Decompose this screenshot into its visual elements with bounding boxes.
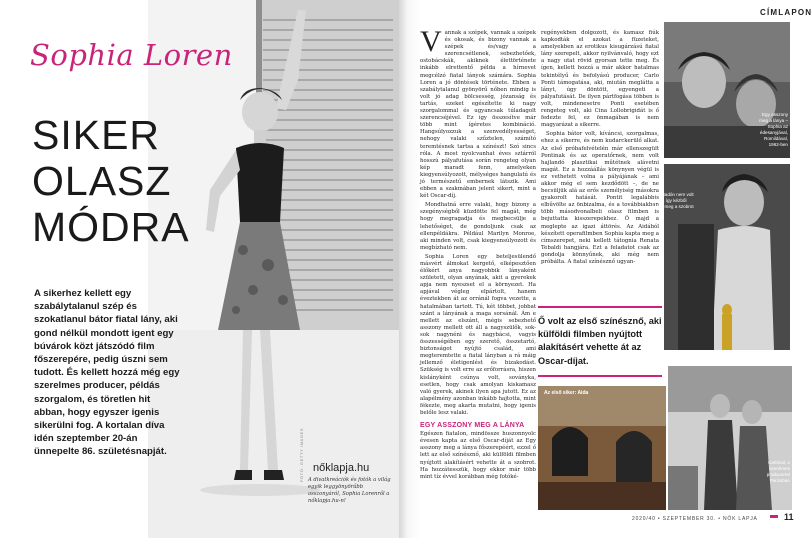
pull-quote: Ő volt az első színésznő, aki külföldi filmben nyújtott alakításért vehette át az Oscar-díjat. — [538, 306, 662, 377]
brand-tag[interactable]: nőklapja.hu — [313, 462, 370, 474]
paragraph: regényekben dolgozott, és kamasz fiúk kapkodták el azokat a füzeteket, amelyekben az erotikus kisugárzású fiatal lány szerepelt, akkor nyilvánvaló, hogy ezt a nagy utat rövid gyorsan tette meg. És ígen, kellett hozzá a már akkor hatalmas tekintélyű és befolyású producer, Carlo Ponti támogatása, aki, miután meglátta a lányt, úgy döntött, egyengeti a pályafutását. De ilyen pártfogása többen is volt, mindenesetre Ponti esetében rengeteg volt, aki Cina Lollobrigidát is ő fedezte fel, ez önmagában is nem magyarázat a sikerre. — [541, 30, 659, 129]
page-number: 11 — [784, 512, 794, 522]
headline-line-1: SIKER — [32, 112, 161, 158]
paragraph: Egészen fiatalon, mindössze huszonnyolc évesen kapta az első Oscar-díját az Egy asszony meg a lánya főszerepéért, ezzel ő lett az első színésznő, aki külföldi filmben nyújtott alakításért vehette át a szobrot. Ha hozzátesszük, hogy ekkor már több mint tíz évvel korábban még fotóké- — [420, 431, 536, 480]
photo-aida — [538, 386, 666, 510]
paragraph: Sophia bátor volt, kíváncsi, szorgalmas, ehez a sikerre, és nem kudarckerülő alkat. Az első próbafelvételén már ellenszegült Pontinak és az operatőrnek, nem volt hajlandó plasztikai műtétnek alávetni magát. Ez a hozzáállás könynyen végül is ez vethetett volna a pályájának – ami akkor még el sem kezdődött –, de ne becsüljük alá az erős személyiség másokra gyakorolt hatását. Pontit legalábbis elbűvölte az önbizalma, és a továbbiakban több másodvonalbeli olasz filmben is bejuttatta kisszerepekhez. Ő majd a meglepte az igazi áttörés. Az Aidából készített operafilmben Sophia kapta meg a címszerepet, neki kellett tátognia Renata Tebaldi hangjára. Ezt a feladatot csak az gondolja könnyűnek, aki még nem próbálta. A fiatal színésznő ugyan- — [541, 131, 659, 265]
footer-accent — [770, 515, 778, 518]
section-label — [760, 8, 812, 17]
caption-aida: Az első siker: Aida — [544, 390, 589, 396]
lead-paragraph: A sikerhez kellett egy szabálytalanul szép és szokatlanul bátor fiatal lány, aki gond nélkül mondott igent egy búvárok közt játszódó film főszerepére, pedig úszni sem tudott. És kellett hozzá még egy szerelmes producer, példás szorgalom, és töretlen hit abban, hogy egyszer igenis sikerülni fog. A kortalan díva idén szeptember 20-án ünnepelte 86. születésnapját. — [34, 288, 180, 458]
photo-paris — [668, 366, 792, 510]
caption-oscar: A díjátadón nem volt része, így kézből kapta meg a szobrot — [652, 192, 694, 209]
photo-caption: A divatkreációk és fotók a világ egyik leggyönyörűbb asszonyáról, Sophia Lorenről a nőklapja.hu-n! — [308, 477, 391, 504]
paragraph: Mondhatná erre valaki, hogy bizony a szegénységből küzdötte fel magát, még hogy megragadja és megbecsülje a lehetőséget, de gondoljunk csak az ellenpéldákra. Például Marilyn Monroe, aki minden volt, csak kiegyensúlyozott és megbízható nem. — [420, 202, 536, 251]
drop-cap: V — [420, 25, 442, 58]
photo-credit: FOTÓ: GETTY IMAGES — [299, 427, 304, 482]
paragraph: Sophia Loren egy beteljesülendő másvért álmokat kergető, elképesztően élőkért anya nagyobbik lányaként született, olyan anyának, akit a gyerekek apja nem nyeszset el a környezet. Ha apjával végleg elpártolt, hanem éveztekben át az orránál fogva vezette, a hatalmában tartott. Tú, két többet, jobbat szánt a lányának a maga sorsánál. Ám e mellett az elszánt, mégis sebezhető asszony mellett ott áll a nagyszülők, sok-sok nagynéni és nagybácsi, vagyis összességében egy szerető, összetartó, biztonságot nyújtó család, ami megteremtette a fiatal lányban a rá máig jellemző életigenlést és bizakodást. Szükség is volt erre az erőforrásra, hiszen kislányként csúnya volt, soványka, esetlen, hogy csak amolyan kiskamasz való gyerek, akinek ilyen apa jutott. Ez az alapélmény azonban inkább hajtotta, mint fékezte, meg akarta mutatni, hogy igenis belőle lesz valaki. — [420, 253, 536, 416]
section-label-text: CÍMLAPON — [760, 8, 812, 17]
left-page — [0, 0, 400, 538]
paragraph: annak a szépek, vannak a szépek és okosak, és bizony vannak a szépek és/vagy a szerencsétlenek, sebezhetőek, ostobácskák, akiknek élettörténete inkább elrettentő példa a hírnevet megcélzó fiatal lányok számára. Sophia Loren a jó döntések története. Ebben a szabálytalanul gyönyörű nőben mindig is volt jó adag bölcsesség, józanság és tartás, ezeket egészítette ki nagy szorgalommal és ugyancsak túladagolt szerencséjével. Ez így összesítve már több mint ígéretes kombináció. Hangsúlyozzuk a szenvedélyességet, nehogy valaki szűztelen, számító teremtésnek tartsa a színészt! Szó sincs róla. A most nyolcvanhat éves sztárról hosszú pályafutása során rengeteg olyan kép maradt fenn, amelyeken kiegyensúlyozott, mélységes hangulatú és jó természetű embernek látszik. Ami ebben a szakmában jelent sikert, mint a két Oscar-díj. — [420, 30, 536, 200]
subheading: EGY ASSZONY MEG A LÁNYA — [420, 422, 525, 430]
headline — [32, 112, 190, 250]
headline-line-3: MÓDRA — [32, 204, 190, 250]
article-column-2 — [541, 30, 659, 268]
script-title: Sophia Loren — [30, 38, 233, 72]
headline-line-2: OLASZ — [32, 158, 172, 204]
caption-mother-daughter: Egy asszony meg a lánya – Sophia az édesanyjával, Romildával, 1962-ben — [759, 112, 788, 147]
page-gutter — [399, 0, 421, 538]
page-footer: 2020/40 • SZEPTEMBER 30. • NŐK LAPJA — [632, 516, 758, 522]
article-column-1 — [420, 25, 536, 483]
caption-paris: Carlóval, a szerelmes producerrel Párizsban — [766, 460, 790, 483]
main-portrait-photo — [148, 0, 400, 538]
